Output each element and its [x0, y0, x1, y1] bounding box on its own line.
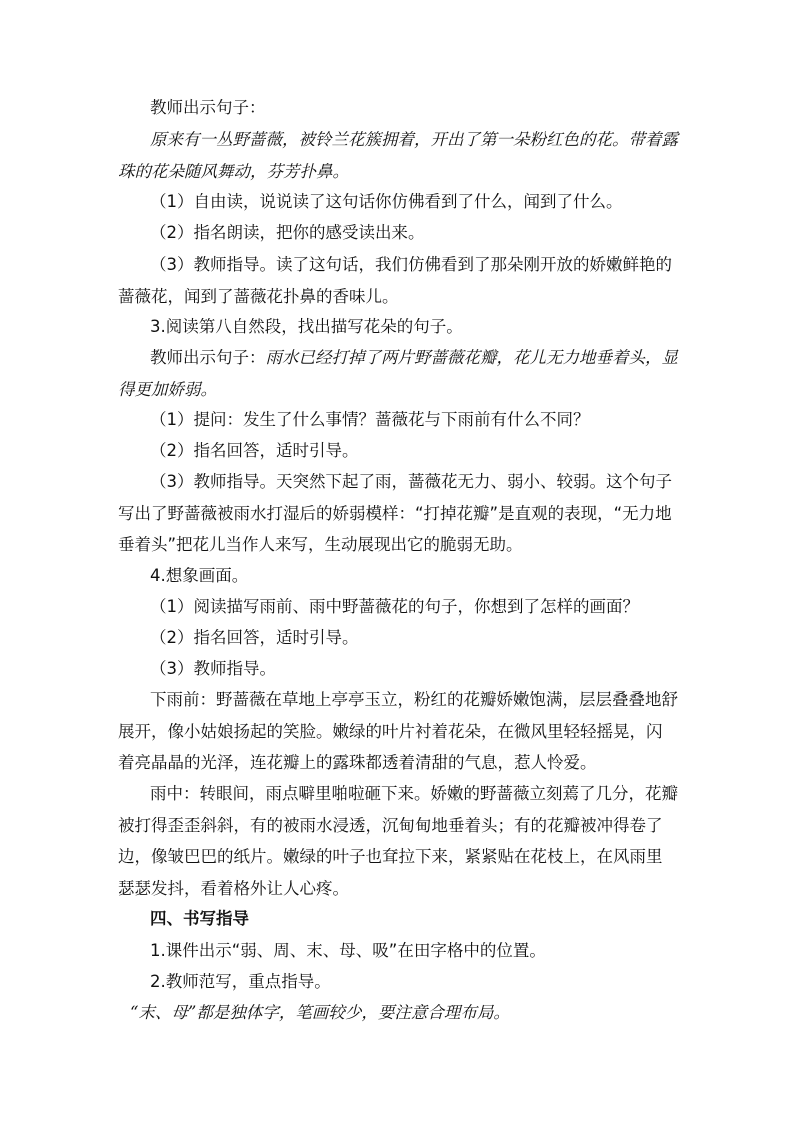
writing-step-1: 1.课件出示“弱、周、末、母、吸”在田字格中的位置。 — [150, 941, 546, 960]
paragraph-intro-2 — [118, 342, 678, 405]
step-3-teacher-guidance-3: （3）教师指导。 — [150, 659, 276, 678]
paragraph-intro-1: 教师出示句子： — [150, 98, 266, 117]
before-rain-description: 下雨前：野蔷薇在草地上亭亭玉立，粉红的花瓣娇嫩饱满，层层叠叠地舒展开，像小姑娘扬起的笑脸。嫩绿的叶片衬着花朵，在微风里轻轻摇晃，闪着亮晶晶的光泽，连花瓣上的露珠都透着清甜的气息，惹人怜爱。 — [118, 690, 678, 772]
writing-note: “末、母”都是独体字，笔画较少，要注意合理布局。 — [130, 1003, 510, 1022]
intro-label: 教师出示句子： — [150, 348, 266, 367]
step-3-teacher-guidance: （3）教师指导。读了这句话，我们仿佛看到了那朵刚开放的娇嫩鲜艳的蔷薇花，闻到了蔷薇花扑鼻的香味儿。 — [118, 255, 672, 306]
step-1-imagine: （1）阅读描写雨前、雨中野蔷薇花的句子，你想到了怎样的画面？ — [150, 597, 639, 616]
section-3-heading: 3.阅读第八自然段，找出描写花朵的句子。 — [150, 317, 463, 336]
step-2-read-aloud: （2）指名朗读，把你的感受读出来。 — [150, 223, 425, 242]
step-2-answer-2: （2）指名回答，适时引导。 — [150, 628, 359, 647]
writing-step-2: 2.教师范写，重点指导。 — [150, 972, 331, 991]
section-heading-writing: 四、书写指导 — [150, 909, 249, 928]
step-1-free-reading: （1）自由读，说说读了这句话你仿佛看到了什么，闻到了什么。 — [150, 192, 623, 211]
step-3-teacher-guidance-2: （3）教师指导。天突然下起了雨，蔷薇花无力、弱小、较弱。这个句子写出了野蔷薇被雨水打湿后的娇弱模样：“打掉花瓣”是直观的表现，“无力地垂着头”把花儿当作人来写，生动展现出它的脆弱无助。 — [118, 472, 672, 554]
during-rain-description: 雨中：转眼间，雨点噼里啪啦砸下来。娇嫩的野蔷薇立刻蔫了几分，花瓣被打得歪歪斜斜，有的被雨水浸透，沉甸甸地垂着头；有的花瓣被冲得卷了边，像皱巴巴的纸片。嫩绿的叶子也耷拉下来，紧紧贴在花枝上，在风雨里瑟瑟发抖，看着格外让人心疼。 — [118, 784, 678, 898]
step-1-question: （1）提问：发生了什么事情？蔷薇花与下雨前有什么不同？ — [150, 410, 590, 429]
quoted-sentence-2: 雨水已经打掉了两片野蔷薇花瓣，花儿无力地垂着头，显得更加娇弱。 — [118, 348, 678, 399]
step-2-answer: （2）指名回答，适时引导。 — [150, 441, 359, 460]
section-4-heading: 4.想象画面。 — [150, 566, 249, 585]
quoted-sentence-1: 原来有一丛野蔷薇，被铃兰花簇拥着，开出了第一朵粉红色的花。带着露珠的花朵随风舞动，芬芳扑鼻。 — [118, 130, 678, 181]
